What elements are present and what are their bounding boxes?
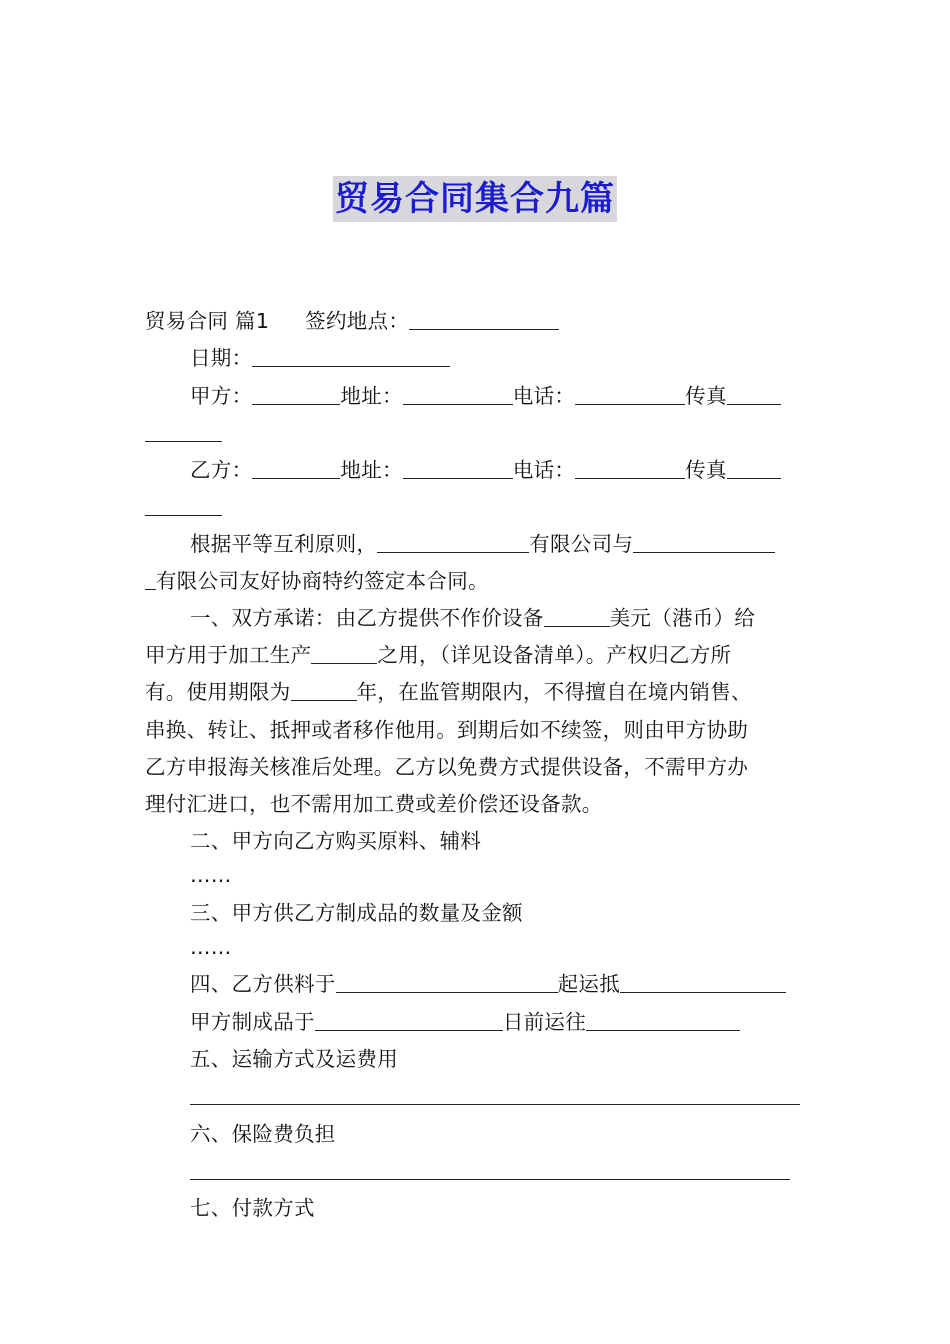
intro-text-1: 根据平等互利原则，: [190, 532, 378, 556]
clause4-text-b: 起运抵: [557, 972, 621, 996]
clause2-ellipsis: ……: [190, 863, 232, 887]
party-b-blank: [252, 456, 340, 479]
clause5-blank-line: [190, 1081, 800, 1111]
destination-blank: [620, 970, 786, 993]
intro-line-2: [145, 566, 489, 596]
clause4-text-d: 日前运往: [502, 1010, 587, 1034]
delivery-destination-blank: [586, 1008, 740, 1031]
date-blank: [252, 344, 450, 367]
clause1-text-g: 串换、转让、抵押或者移作他用。到期后如不续签，则由甲方协助: [145, 718, 749, 742]
title-container: [0, 176, 950, 222]
party-b-line: [190, 455, 781, 485]
party-b-fax-blank-cont: [145, 493, 222, 516]
party-a-fax-blank: [727, 382, 781, 405]
delivery-date-blank: [315, 1008, 503, 1031]
clause7-heading: 七、付款方式: [190, 1196, 315, 1220]
sign-place-blank: [409, 307, 559, 330]
party-a-line: [190, 381, 781, 411]
intro-line-1: [190, 529, 775, 559]
clause1-line-5: [145, 752, 748, 782]
clause1-text-c: 甲方用于加工生产: [145, 643, 312, 667]
party-b-address-blank: [403, 456, 513, 479]
party-b-address-label: 地址：: [340, 458, 403, 482]
clause3-ellipsis: ……: [190, 935, 232, 959]
production-blank: [311, 641, 377, 664]
clause1-line-1: [190, 603, 755, 633]
clause1-line-6: [145, 789, 603, 819]
document-title: 贸易合同集合九篇: [333, 176, 617, 222]
section-label: 贸易合同 篇1: [145, 309, 270, 333]
party-a-fax-label: 传真: [685, 384, 727, 408]
party-a-phone-blank: [575, 382, 685, 405]
clause1-text-i: 理付汇进口，也不需用加工费或差价偿还设备款。: [145, 792, 603, 816]
party-b-phone-label: 电话：: [512, 458, 576, 482]
insurance-blank: [190, 1157, 790, 1180]
clause4-line-1: [190, 969, 786, 999]
period-blank: [291, 678, 357, 701]
party-b-fax-blank: [727, 456, 781, 479]
clause1-text-f: 年，在监管期限内，不得擅自在境内销售、: [356, 680, 752, 704]
clause1-line-2: [145, 640, 731, 670]
clause3-heading: 三、甲方供乙方制成品的数量及金额: [190, 901, 523, 925]
party-a-continuation: [145, 418, 222, 448]
party-a-address-label: 地址：: [340, 384, 403, 408]
party-a-phone-label: 电话：: [512, 384, 576, 408]
clause4-text-a: 四、乙方供料于: [190, 972, 336, 996]
clause4-text-c: 甲方制成品于: [190, 1010, 315, 1034]
clause1-line-4: [145, 715, 748, 745]
company-b-blank: [633, 530, 775, 553]
date-line: [190, 343, 450, 373]
party-a-address-blank: [403, 382, 513, 405]
company-a-blank: [377, 530, 529, 553]
clause1-text-e: 有。使用期限为: [145, 680, 291, 704]
intro-text-3: 有限公司友好协商特约签定本合同。: [156, 569, 489, 593]
header-line: [145, 306, 559, 336]
clause6-heading: 六、保险费负担: [190, 1122, 336, 1146]
equipment-amount-blank: [544, 604, 610, 627]
party-b-phone-blank: [575, 456, 685, 479]
intro-text-2: 有限公司与: [529, 532, 634, 556]
clause1-text-d: 之用，（详见设备清单）。产权归乙方所: [377, 643, 732, 667]
party-a-fax-blank-cont: [145, 419, 222, 442]
clause1-text-a: 一、双方承诺：由乙方提供不作价设备: [190, 606, 544, 630]
clause6-blank-line: [190, 1156, 790, 1186]
party-a-blank: [252, 382, 340, 405]
clause1-text-h: 乙方申报海关核准后处理。乙方以免费方式提供设备，不需甲方办: [145, 755, 749, 779]
sign-place-label: 签约地点：: [305, 309, 410, 333]
party-b-fax-label: 传真: [685, 458, 727, 482]
clause2-heading: 二、甲方向乙方购买原料、辅料: [190, 829, 482, 853]
transport-blank: [190, 1082, 800, 1105]
clause4-line-2: [190, 1007, 740, 1037]
party-b-continuation: [145, 492, 222, 522]
clause5-heading: 五、运输方式及运费用: [190, 1047, 398, 1071]
clause1-text-b: 美元（港币）给: [609, 606, 756, 630]
clause1-line-3: [145, 677, 752, 707]
company-b-blank-cont: [145, 567, 156, 590]
party-a-label: 甲方：: [190, 384, 253, 408]
supply-place-blank: [336, 970, 558, 993]
date-label: 日期：: [190, 346, 253, 370]
party-b-label: 乙方：: [190, 458, 253, 482]
